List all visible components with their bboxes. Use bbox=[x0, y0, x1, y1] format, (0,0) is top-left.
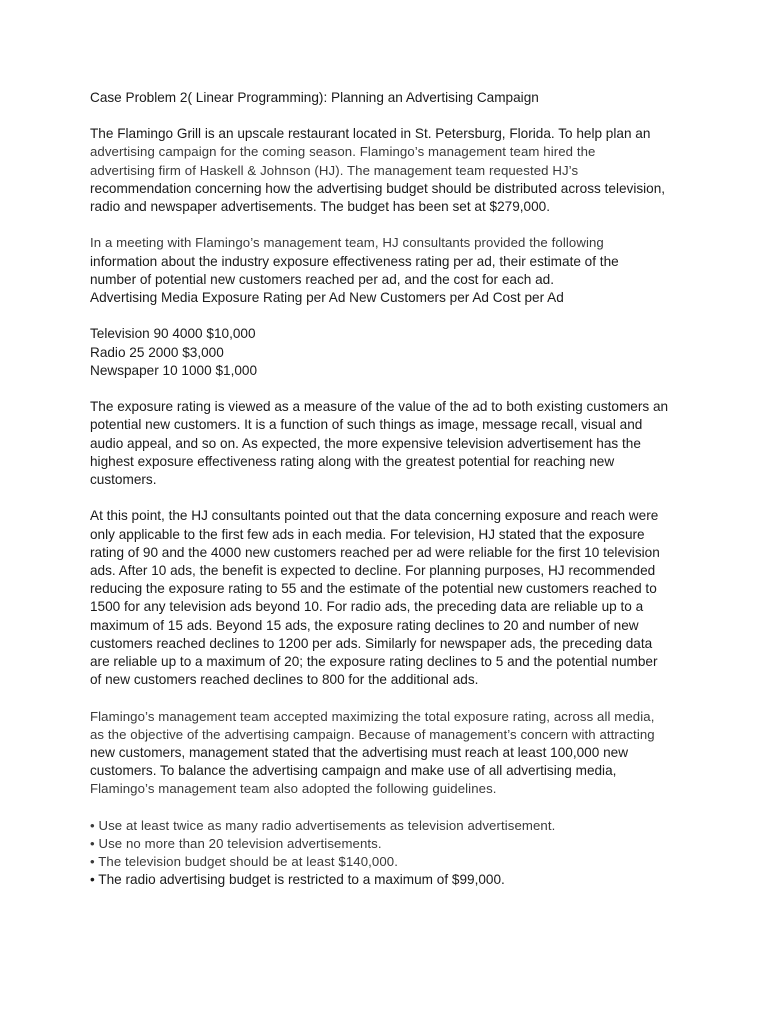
guideline-item: • The television budget should be at least $140,000. bbox=[90, 854, 398, 870]
text-line: 1500 for any television ads beyond 10. For radio ads, the preceding data are reliable up to a bbox=[90, 599, 644, 615]
document-page bbox=[90, 89, 690, 890]
text-line: The exposure rating is viewed as a measure of the value of the ad to both existing customers an bbox=[90, 399, 669, 415]
text-line: Flamingo’s management team accepted maximizing the total exposure rating, across all media, bbox=[90, 708, 655, 724]
text-line: new customers, management stated that the advertising must reach at least 100,000 new bbox=[90, 745, 629, 761]
text-line: rating of 90 and the 4000 new customers reached per ad were reliable for the first 10 television bbox=[90, 544, 660, 560]
guidelines-list bbox=[90, 817, 690, 890]
guideline-item: • The radio advertising budget is restricted to a maximum of $99,000. bbox=[90, 872, 505, 888]
guideline-item: • Use no more than 20 television advertisements. bbox=[90, 836, 382, 852]
media-row-radio: Radio 25 2000 $3,000 bbox=[90, 344, 224, 360]
text-line: customers reached declines to 1200 per ads. Similarly for newspaper ads, the preceding data bbox=[90, 635, 653, 651]
objective-paragraph bbox=[90, 708, 690, 799]
text-line: of new customers reached declines to 800 for the additional ads. bbox=[90, 672, 479, 688]
intro-paragraph bbox=[90, 125, 690, 216]
text-line: information about the industry exposure effectiveness rating per ad, their estimate of the bbox=[90, 253, 619, 269]
text-line: highest exposure effectiveness rating along with the greatest potential for reaching new bbox=[90, 453, 615, 469]
text-line: maximum of 15 ads. Beyond 15 ads, the exposure rating declines to 20 and number of new bbox=[90, 617, 639, 633]
text-line: as the objective of the advertising campaign. Because of management’s concern with attracting bbox=[90, 726, 655, 742]
meeting-paragraph bbox=[90, 234, 690, 307]
text-line: advertising firm of Haskell & Johnson (HJ). The management team requested HJ’s bbox=[90, 162, 579, 178]
text-line: only applicable to the first few ads in each media. For television, HJ stated that the exposure bbox=[90, 526, 645, 542]
text-line: customers. To balance the advertising campaign and make use of all advertising media, bbox=[90, 763, 617, 779]
guideline-item: • Use at least twice as many radio advertisements as television advertisement. bbox=[90, 817, 556, 833]
text-line: number of potential new customers reached per ad, and the cost for each ad. bbox=[90, 271, 554, 287]
text-line: reducing the exposure rating to 55 and the estimate of the potential new customers reached to bbox=[90, 581, 657, 597]
text-line: Flamingo’s management team also adopted the following guidelines. bbox=[90, 781, 497, 797]
media-table-header: Advertising Media Exposure Rating per Ad New Customers per Ad Cost per Ad bbox=[90, 290, 564, 306]
text-line: ads. After 10 ads, the benefit is expected to decline. For planning purposes, HJ recommended bbox=[90, 563, 656, 579]
text-line: are reliable up to a maximum of 20; the exposure rating declines to 5 and the potential number bbox=[90, 654, 658, 670]
text-line: The Flamingo Grill is an upscale restaurant located in St. Petersburg, Florida. To help plan an bbox=[90, 126, 651, 142]
document-title: Case Problem 2( Linear Programming): Planning an Advertising Campaign bbox=[90, 90, 539, 105]
media-row-newspaper: Newspaper 10 1000 $1,000 bbox=[90, 362, 258, 378]
text-line: audio appeal, and so on. As expected, the more expensive television advertisement has the bbox=[90, 435, 641, 451]
text-line: customers. bbox=[90, 472, 157, 488]
media-row-television: Television 90 4000 $10,000 bbox=[90, 326, 256, 342]
text-line: radio and newspaper advertisements. The budget has been set at $279,000. bbox=[90, 199, 550, 215]
text-line: In a meeting with Flamingo’s management team, HJ consultants provided the following bbox=[90, 235, 604, 251]
text-line: recommendation concerning how the advertising budget should be distributed across television, bbox=[90, 180, 666, 196]
text-line: At this point, the HJ consultants pointed out that the data concerning exposure and reach were bbox=[90, 508, 659, 524]
consultants-paragraph bbox=[90, 507, 690, 689]
text-line: potential new customers. It is a function of such things as image, message recall, visual and bbox=[90, 417, 643, 433]
media-table bbox=[90, 325, 690, 380]
text-line: advertising campaign for the coming season. Flamingo’s management team hired the bbox=[90, 144, 596, 160]
exposure-paragraph bbox=[90, 398, 690, 489]
